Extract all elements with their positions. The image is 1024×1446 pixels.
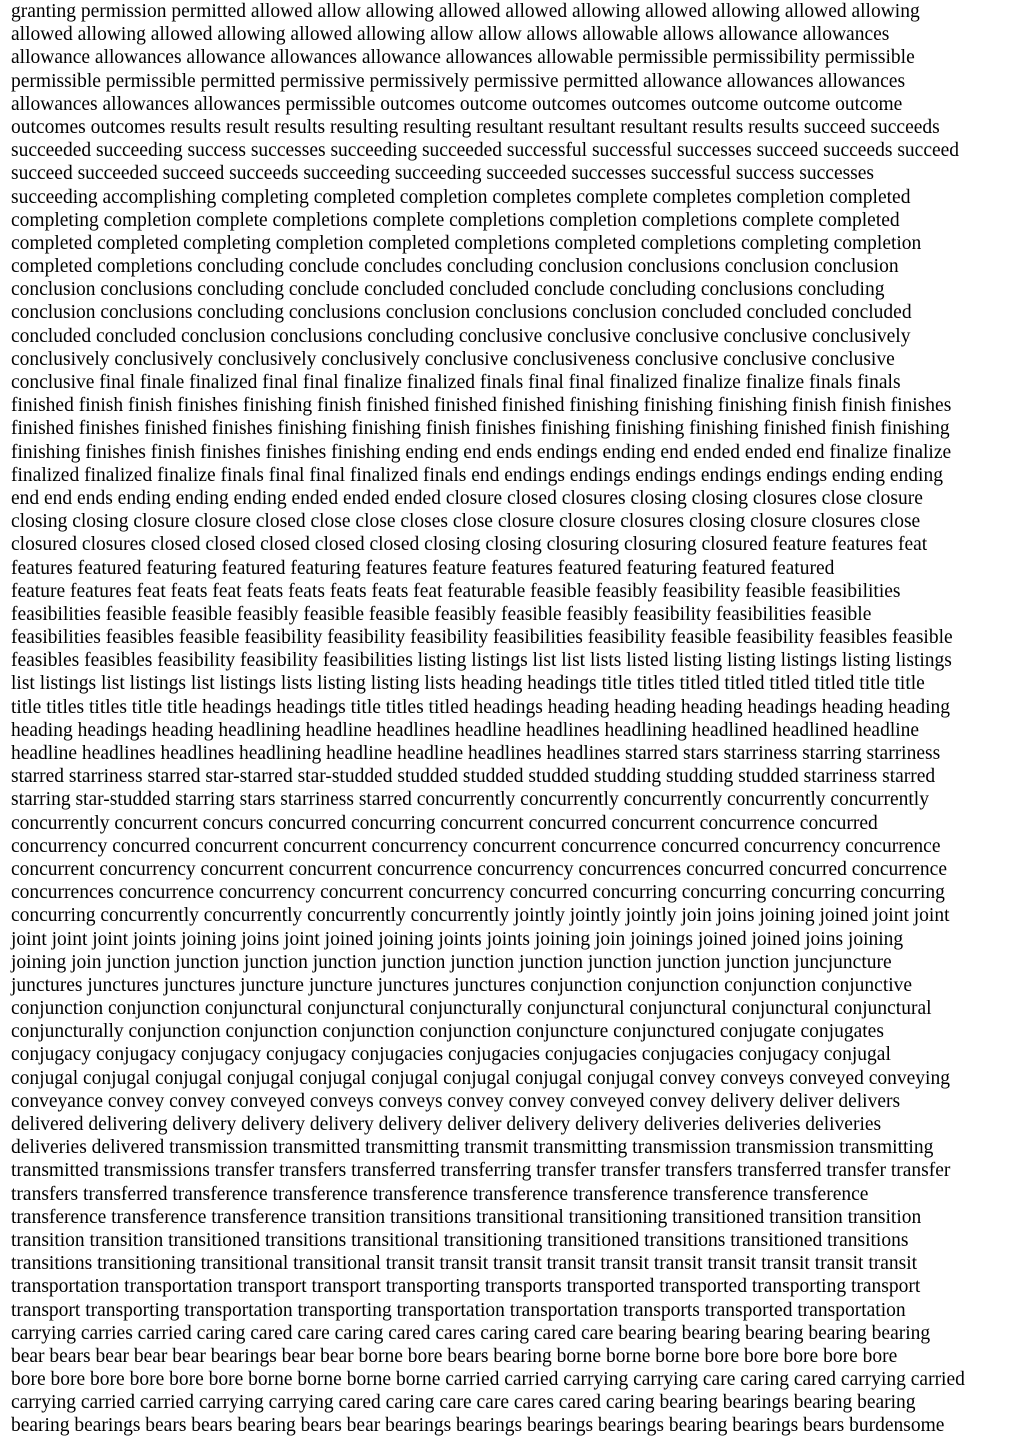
text-line: transference transference transference transition transitions transitional transitioning transitioned transition transition	[11, 1206, 922, 1228]
text-line: conveyance convey convey conveyed conveys conveys convey convey conveyed convey delivery deliver delivers	[11, 1090, 901, 1112]
text-line: transition transition transitioned transitions transitional transitioning transitioned transitions transitioned transitions	[11, 1229, 909, 1251]
text-line: conjugal conjugal conjugal conjugal conjugal conjugal conjugal conjugal conjugal convey conveys conveyed conveying	[11, 1067, 950, 1089]
text-line: succeed succeeded succeed succeeds succeeding succeeding succeeded successes successful success successes	[11, 163, 875, 185]
text-line: allowed allowing allowed allowing allowed allowing allow allow allows allowable allows allowance allowances	[11, 24, 890, 46]
text-line: concurrent concurrency concurrent concurrent concurrence concurrency concurrences concurred concurred concurrence	[11, 858, 947, 880]
text-line: completed completions concluding conclude concludes concluding conclusion conclusions conclusion conclusion	[11, 256, 899, 278]
text-line: transmitted transmissions transfer transfers transferred transferring transfer transfer transfers transferred transfer transfer	[11, 1160, 951, 1182]
text-line: carrying carries carried caring cared care caring cared cares caring cared care bearing bearing bearing bearing bearing	[11, 1322, 931, 1344]
text-line: feasibilities feasible feasible feasibly feasible feasible feasibly feasible feasibly feasibility feasibilities feasible	[11, 603, 872, 625]
text-line: allowances allowances allowances permissible outcomes outcome outcomes outcomes outcome outcome outcome	[11, 93, 903, 115]
text-line: headline headlines headlines headlining headline headline headlines headlines starred stars starriness starring starriness	[11, 743, 941, 764]
text-line: starring star-studded starring stars starriness starred concurrently concurrently concurrently concurrently concurrently	[11, 789, 929, 811]
text-line: finalized finalized finalize finals final final finalized finals end endings endings endings endings endings ending ending	[11, 464, 943, 486]
text-line: deliveries delivered transmission transmitted transmitting transmit transmitting transmission transmission transmitting	[11, 1137, 934, 1159]
text-line: feasibles feasibles feasibility feasibility feasibilities listing listings list list lists listed listing listing listings listing listings	[11, 650, 952, 672]
text-line: bear bears bear bear bear bearings bear bear borne bore bears bearing borne borne borne bore bore bore bore bore	[11, 1345, 898, 1367]
text-line: concurrently concurrent concurs concurred concurring concurrent concurred concurrent concurrence concurred	[11, 812, 878, 834]
text-line: bore bore bore bore bore bore borne borne borne borne carried carried carrying carrying care caring cared carrying carried	[11, 1369, 965, 1391]
text-line: finished finish finish finishes finishing finish finished finished finished finishing finishing finishing finish finish finishes	[11, 395, 952, 417]
text-line: succeeded succeeding success successes succeeding succeeded successful successful successes succeed succeeds succeed	[11, 140, 960, 162]
text-line: conclusion conclusions concluding conclude concluded concluded conclude concluding conclusions concluding	[11, 279, 885, 301]
text-line: end end ends ending ending ending ended ended ended closure closed closures closing closing closures close closure	[11, 487, 923, 509]
text-line: closured closures closed closed closed closed closed closing closing closuring closuring closured feature features feat	[11, 534, 928, 556]
text-line: feasibilities feasibles feasible feasibility feasibility feasibility feasibilities feasibility feasible feasibility feasibles feasible	[11, 627, 953, 649]
text-line: transfers transferred transference transference transference transference transference transference transference	[11, 1183, 869, 1205]
text-line: permissible permissible permitted permissive permissively permissive permitted allowance allowances allowances	[11, 70, 906, 92]
text-line: features featured featuring featured featuring features feature features featured featuring featured featured	[11, 557, 835, 579]
text-line: conclusive final finale finalized final final finalize finalized finals final final finalized finalize finalize finals finals	[11, 372, 901, 393]
text-line: junctures junctures junctures juncture juncture junctures junctures conjunction conjunction conjunction conjunctive	[11, 974, 913, 996]
text-line: finished finishes finished finishes finishing finishing finish finishes finishing finishing finishing finished finish finishing	[11, 418, 950, 440]
text-line: conjuncturally conjunction conjunction conjunction conjunction conjuncture conjunctured conjugate conjugates	[11, 1021, 884, 1043]
text-line: transitions transitioning transitional transitional transit transit transit transit transit transit transit transit transit transit	[11, 1253, 918, 1275]
text-line: concurring concurrently concurrently concurrently concurrently jointly jointly jointly join joins joining joined joint joint	[11, 905, 950, 927]
text-line: allowance allowances allowance allowances allowance allowances allowable permissible permissibility permissible	[11, 47, 915, 69]
text-line: list listings list listings list listings lists listing listing lists heading headings title titles titled titled titled titled title title	[11, 673, 925, 695]
text-line: conjugacy conjugacy conjugacy conjugacy conjugacies conjugacies conjugacies conjugacies conjugacy conjugal	[11, 1044, 891, 1066]
text-line: title titles titles title title headings headings title titles titled headings heading heading heading headings heading heading	[11, 696, 951, 718]
text-line: completed completed completing completion completed completions completed completions completing completion	[11, 232, 922, 254]
text-line: joining join junction junction junction junction junction junction junction junction junction junction juncjuncture	[11, 951, 892, 973]
text-line: starred starriness starred star-starred star-studded studded studded studded studding studding studded starriness starred	[11, 766, 936, 788]
text-line: heading headings heading headlining headline headlines headline headlines headlining headlined headlined headline	[11, 719, 920, 741]
text-line: outcomes outcomes results result results resulting resulting resultant resultant resultant results results succeed succeeds	[11, 116, 940, 138]
text-line: granting permission permitted allowed allow allowing allowed allowed allowing allowed allowing allowed allowing	[11, 1, 920, 22]
text-line: joint joint joint joints joining joins joint joined joining joints joints joining join joinings joined joined joins joining	[11, 928, 904, 950]
text-line: transport transporting transportation transporting transportation transportation transports transported transportation	[11, 1299, 906, 1321]
text-line: concluded concluded conclusion conclusions concluding conclusive conclusive conclusive conclusive conclusively	[11, 325, 911, 347]
text-line: concurrences concurrence concurrency concurrent concurrency concurred concurring concurring concurring concurring	[11, 882, 945, 904]
text-line: conclusion conclusions concluding conclusions conclusion conclusions conclusion concluded concluded concluded	[11, 302, 912, 324]
text-line: succeeding accomplishing completing completed completion completes complete completes completion completed	[11, 186, 911, 208]
text-line: completing completion complete completions complete completions completion completions complete completed	[11, 209, 900, 231]
text-line: transportation transportation transport transport transporting transports transported transported transporting transport	[11, 1276, 921, 1298]
text-line: finishing finishes finish finishes finishes finishing ending end ends endings ending end ended ended end finalize finalize	[11, 441, 952, 463]
text-line: conjunction conjunction conjunctural conjunctural conjuncturally conjunctural conjunctural conjunctural conjunctural	[11, 998, 932, 1020]
text-line: feature features feat feats feat feats feats feats feats feat featurable feasible feasibly feasibility feasible feasibilities	[11, 580, 901, 602]
text-line: closing closing closure closure closed close close closes close closure closure closures closing closure closures close	[11, 511, 921, 533]
text-line: delivered delivering delivery delivery delivery delivery deliver delivery delivery deliveries deliveries deliveries	[11, 1114, 882, 1135]
text-line: bearing bearings bears bears bearing bears bear bearings bearings bearings bearings bearing bearings bears burdensome	[11, 1415, 945, 1437]
text-line: carrying carried carried carrying carrying cared caring care care cares cared caring bearing bearings bearing bearing	[11, 1392, 916, 1414]
text-line: concurrency concurred concurrent concurrent concurrency concurrent concurrence concurred concurrency concurrence	[11, 835, 941, 857]
text-line: conclusively conclusively conclusively conclusively conclusive conclusiveness conclusive conclusive conclusive	[11, 348, 895, 370]
